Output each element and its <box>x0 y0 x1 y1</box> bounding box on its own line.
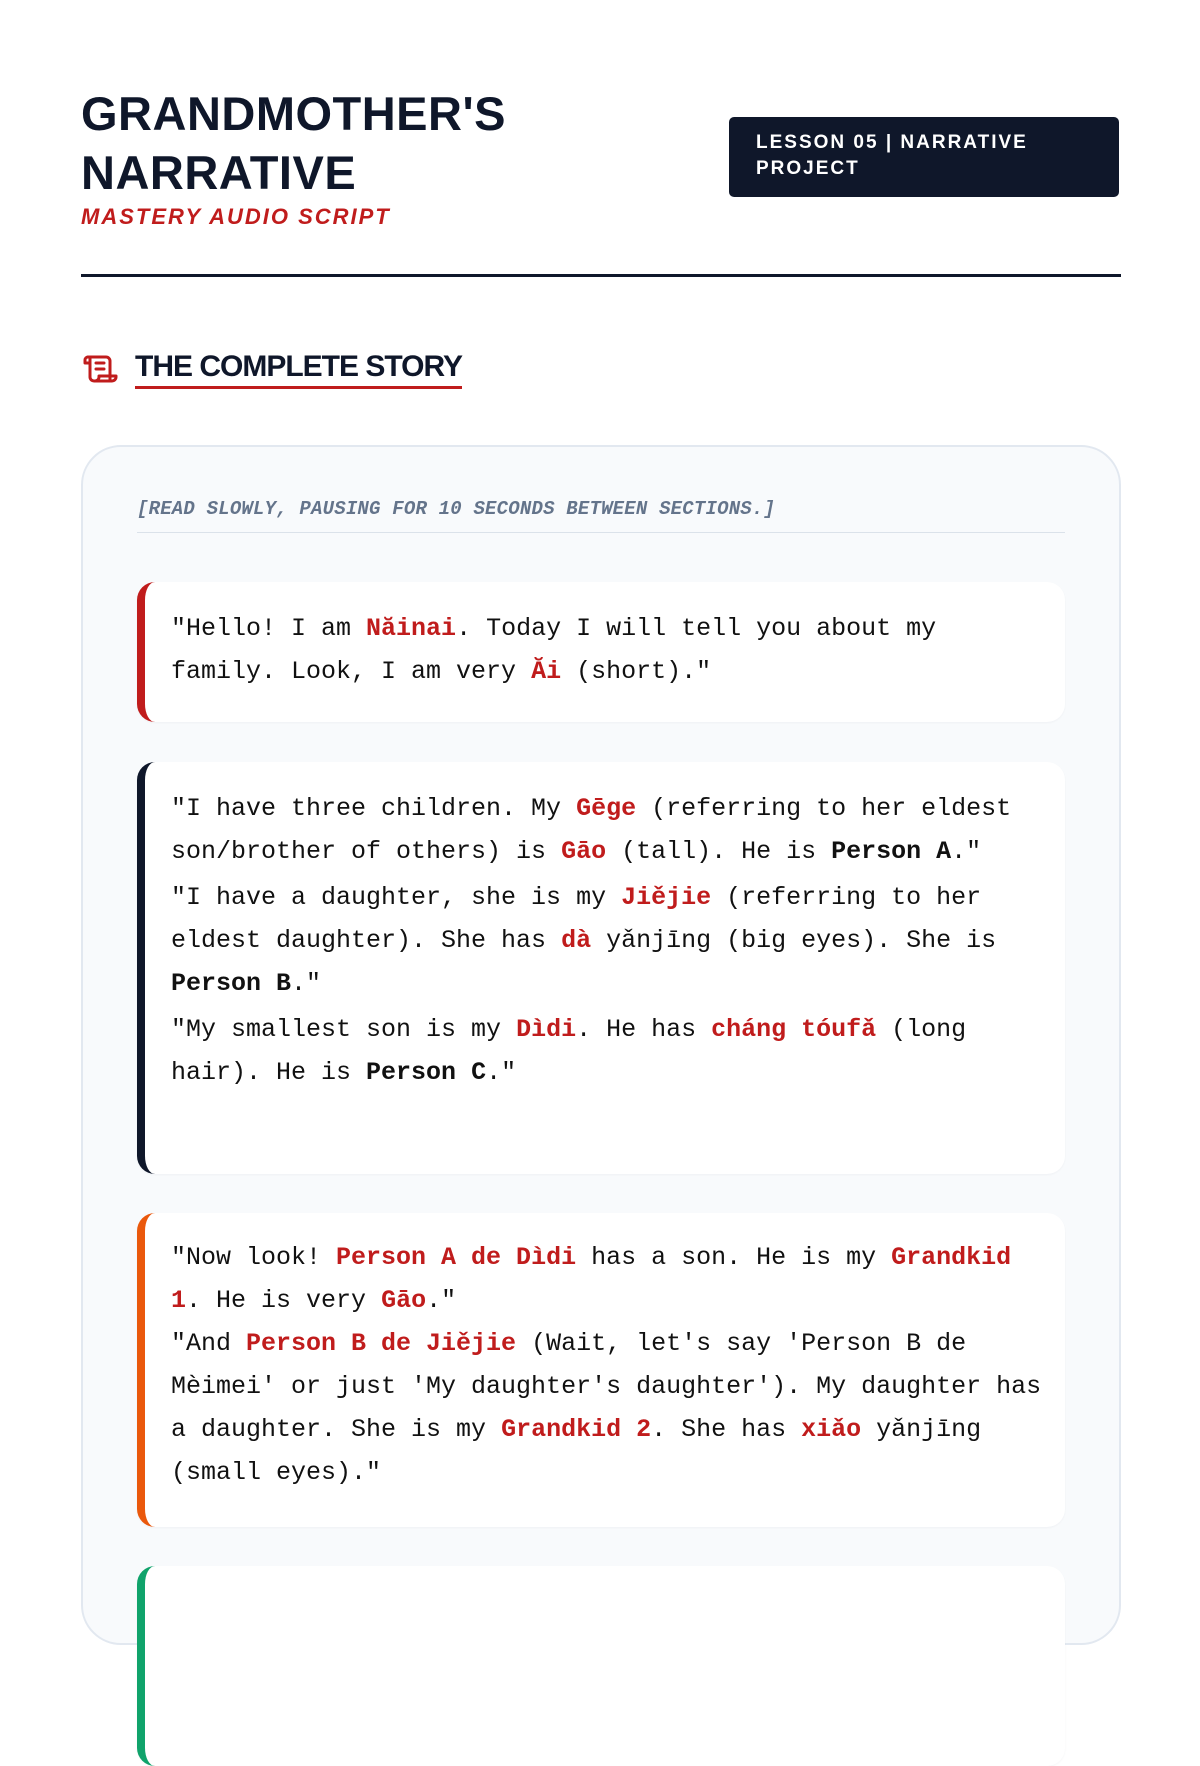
vocab-highlight: Jiějie <box>621 883 712 912</box>
vocab-highlight: Gāo <box>561 837 607 866</box>
page-title: GRANDMOTHER'S NARRATIVE <box>81 87 507 199</box>
story-paragraph: "Hello! I am Năinai. Today I will tell you about my family. Look, I am very Ăi (short)." <box>171 614 937 686</box>
story-paragraph: "I have three children. My Gēge (referring to her eldest son/brother of others) is Gāo (tall). He is Person A." <box>171 794 1012 866</box>
vocab-highlight: xiǎo <box>801 1415 862 1444</box>
section-title: THE COMPLETE STORY <box>135 349 462 389</box>
vocab-highlight: Person B de Jiějie <box>246 1329 517 1358</box>
story-paragraph: "And Person B de Jiějie (Wait, let's say 'Person B de Mèimei' or just 'My daughter's daughter'). My daughter has a daughter. She is my Grandkid 2. She has xiǎo yǎnjīng (small eyes)." <box>171 1329 1042 1487</box>
story-card-grandkids <box>137 1213 1065 1527</box>
reading-direction: [READ SLOWLY, PAUSING FOR 10 SECONDS BETWEEN SECTIONS.] <box>137 498 1065 533</box>
section-heading <box>81 347 462 391</box>
vocab-highlight: Person A de Dìdi <box>336 1243 577 1272</box>
story-paragraph: "Now look! Person A de Dìdi has a son. He is my Grandkid 1. He is very Gāo." <box>171 1243 1012 1315</box>
header-divider <box>81 274 1121 277</box>
vocab-highlight: Năinai <box>366 614 457 643</box>
vocab-highlight: dà <box>561 926 592 955</box>
vocab-highlight: Grandkid 2 <box>501 1415 652 1444</box>
person-label: Person B <box>171 969 292 998</box>
story-paragraph: "I have a daughter, she is my Jiějie (referring to her eldest daughter). She has dà yǎnjīng (big eyes). She is Person B." <box>171 883 997 998</box>
lesson-badge: LESSON 05 | NARRATIVE PROJECT <box>729 117 1119 197</box>
vocab-highlight: cháng tóufǎ <box>711 1015 877 1044</box>
vocab-highlight: Dìdi <box>516 1015 577 1044</box>
page-header <box>81 84 1121 274</box>
scroll-icon <box>81 350 119 388</box>
vocab-highlight: Ăi <box>531 657 562 686</box>
person-label: Person A <box>831 837 952 866</box>
story-card-children <box>137 762 1065 1174</box>
story-paragraph: "My smallest son is my Dìdi. He has cháng tóufǎ (long hair). He is Person C." <box>171 1015 967 1087</box>
person-label: Person C <box>366 1058 487 1087</box>
vocab-highlight: Grandkid 1 <box>171 1243 1012 1315</box>
vocab-highlight: Gāo <box>381 1286 427 1315</box>
vocab-highlight: Gēge <box>576 794 637 823</box>
story-card-intro <box>137 582 1065 722</box>
story-card-next <box>137 1566 1065 1766</box>
page-subtitle: MASTERY AUDIO SCRIPT <box>81 204 391 229</box>
